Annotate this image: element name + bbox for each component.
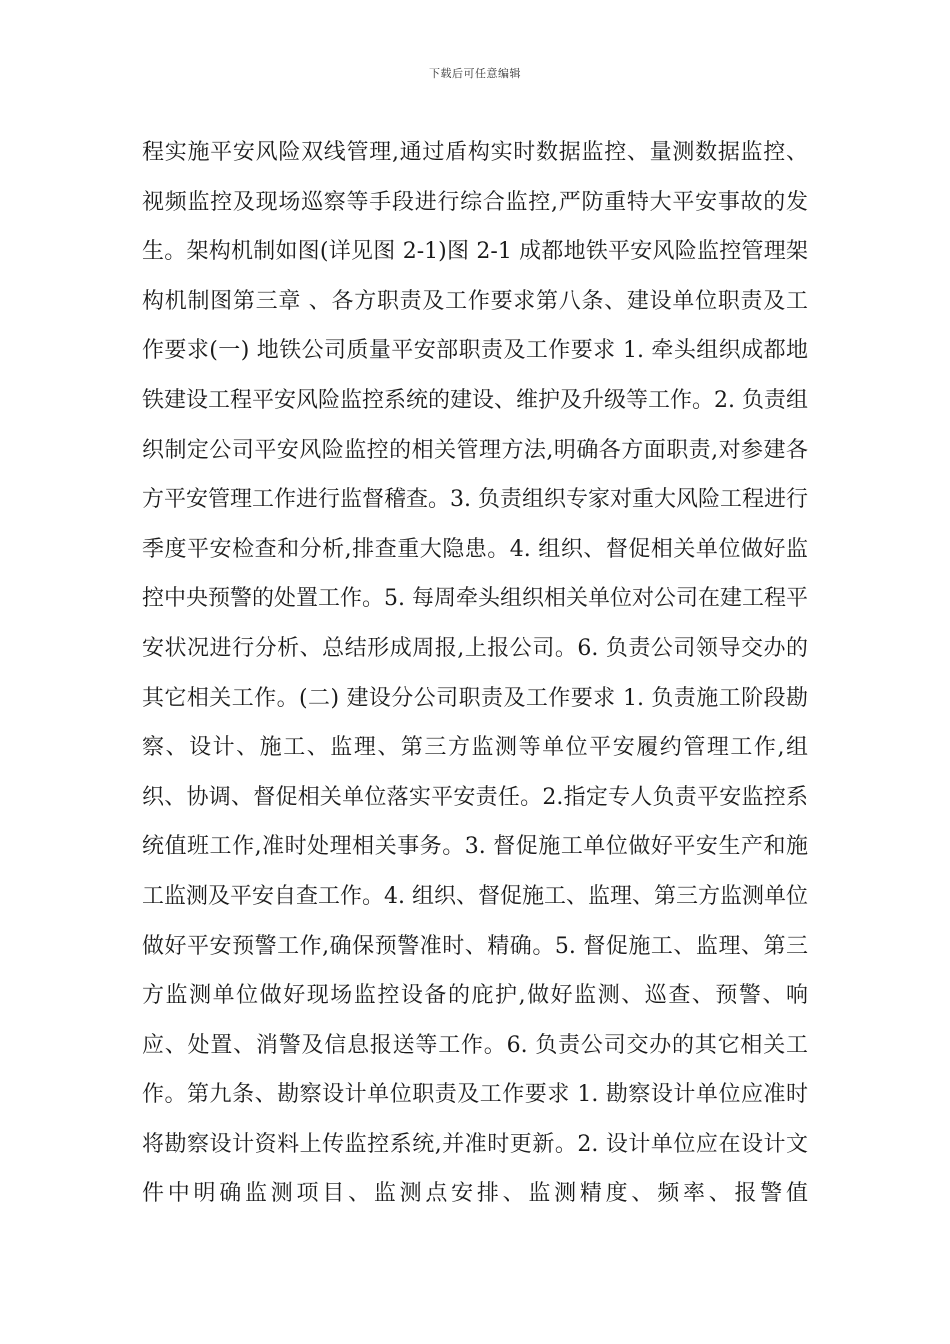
body-paragraph: 程实施平安风险双线管理,通过盾构实时数据监控、量测数据监控、视频监控及现场巡察等手段进行综合监控,严防重特大平安事故的发生。架构机制如图(详见图 2-1)图 2-1 成都地铁平安风险监控管理架构机制图第三章 、各方职责及工作要求第八条、建设单位职责及工作要求(一) 地铁公司质量平安部职责及工作要求 1. 牵头组织成都地铁建设工程平安风险监控系统的建设、维护及升级等工作。2. 负责组织制定公司平安风险监控的相关管理方法,明确各方面职责,对参建各方平安管理工作进行监督稽查。3. 负责组织专家对重大风险工程进行季度平安检查和分析,排查重大隐患。4. 组织、督促相关单位做好监控中央预警的处置工作。5. 每周牵头组织相关单位对公司在建工程平安状况进行分析、总结形成周报,上报公司。6. 负责公司领导交办的其它相关工作。(二) 建设分公司职责及工作要求 1. 负责施工阶段勘察、设计、施工、监理、第三方监测等单位平安履约管理工作,组织、协调、督促相关单位落实平安责任。2.指定专人负责平安监控系统值班工作,准时处理相关事务。3. 督促施工单位做好平安生产和施工监测及平安自查工作。4. 组织、督促施工、监理、第三方监测单位做好平安预警工作,确保预警准时、精确。5. 督促施工、监理、第三方监测单位做好现场监控设备的庇护,做好监测、巡查、预警、响应、处置、消警及信息报送等工作。6. 负责公司交办的其它相关工作。第九条、勘察设计单位职责及工作要求 1. 勘察设计单位应准时将勘察设计资料上传监控系统,并准时更新。2. 设计单位应在设计文件中明确监测项目、监测点安排、监测精度、频率、报警值 (142, 140, 808, 1207)
page-header: 下载后可任意编辑 (429, 67, 521, 80)
